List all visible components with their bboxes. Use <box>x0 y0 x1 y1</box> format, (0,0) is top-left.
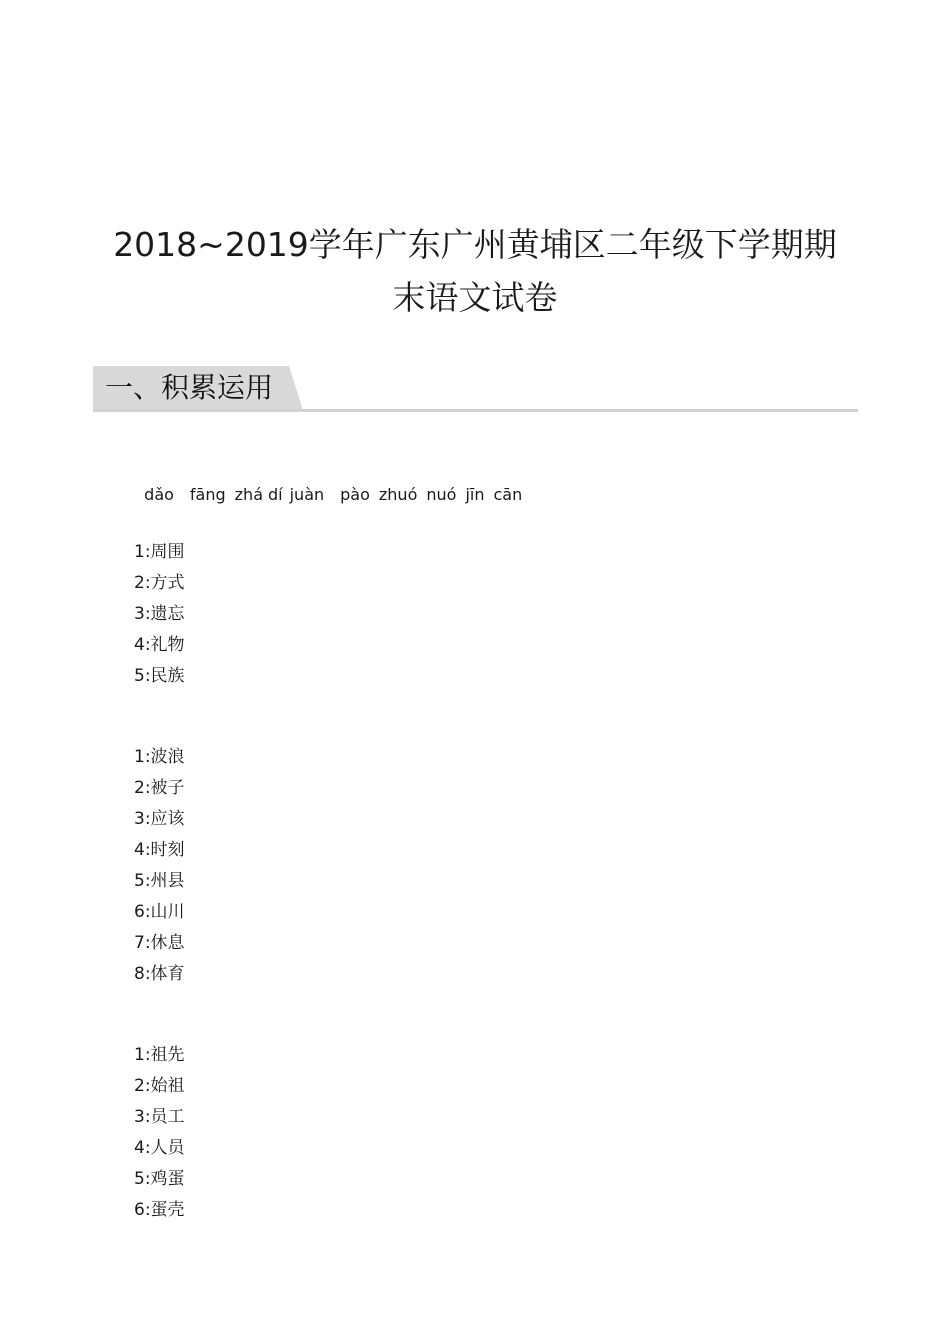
pinyin-syllable: cān <box>493 485 523 504</box>
word-item: 7:休息 <box>134 933 185 953</box>
word-group-2 <box>134 742 185 990</box>
word-item: 4:时刻 <box>134 840 185 860</box>
pinyin-syllable: dí <box>268 485 283 504</box>
word-item: 4:礼物 <box>134 635 185 655</box>
pinyin-syllable: zhá <box>234 485 263 504</box>
section-title: 一、积累运用 <box>105 371 274 404</box>
word-item: 3:遗忘 <box>134 604 185 624</box>
word-item: 3:应该 <box>134 809 185 829</box>
document-title-line-1: 2018~2019学年广东广州黄埔区二年级下学期期 <box>113 225 837 264</box>
word-group-3 <box>134 1040 185 1226</box>
pinyin-row <box>134 462 532 506</box>
word-item: 8:体育 <box>134 964 185 984</box>
word-group-1 <box>134 537 185 692</box>
word-item: 4:人员 <box>134 1138 185 1158</box>
section-header <box>93 366 858 412</box>
word-item: 6:山川 <box>134 902 185 922</box>
word-item: 6:蛋壳 <box>134 1200 185 1220</box>
pinyin-syllable: jīn <box>465 485 485 504</box>
word-item: 5:民族 <box>134 666 185 686</box>
word-item: 2:方式 <box>134 573 185 593</box>
word-item: 3:员工 <box>134 1107 185 1127</box>
pinyin-syllable: pào <box>340 485 370 504</box>
word-item: 5:鸡蛋 <box>134 1169 185 1189</box>
pinyin-syllable: zhuó <box>378 485 418 504</box>
word-item: 1:波浪 <box>134 747 185 767</box>
pinyin-syllable: nuó <box>426 485 457 504</box>
word-item: 2:始祖 <box>134 1076 185 1096</box>
pinyin-syllable: dǎo <box>144 485 174 504</box>
word-item: 1:周围 <box>134 542 185 562</box>
word-item: 5:州县 <box>134 871 185 891</box>
document-title-line-2: 末语文试卷 <box>392 278 558 317</box>
pinyin-syllable: fāng <box>189 485 226 504</box>
word-item: 2:被子 <box>134 778 185 798</box>
word-item: 1:祖先 <box>134 1045 185 1065</box>
section-divider <box>93 409 858 412</box>
pinyin-syllable: juàn <box>289 485 325 504</box>
